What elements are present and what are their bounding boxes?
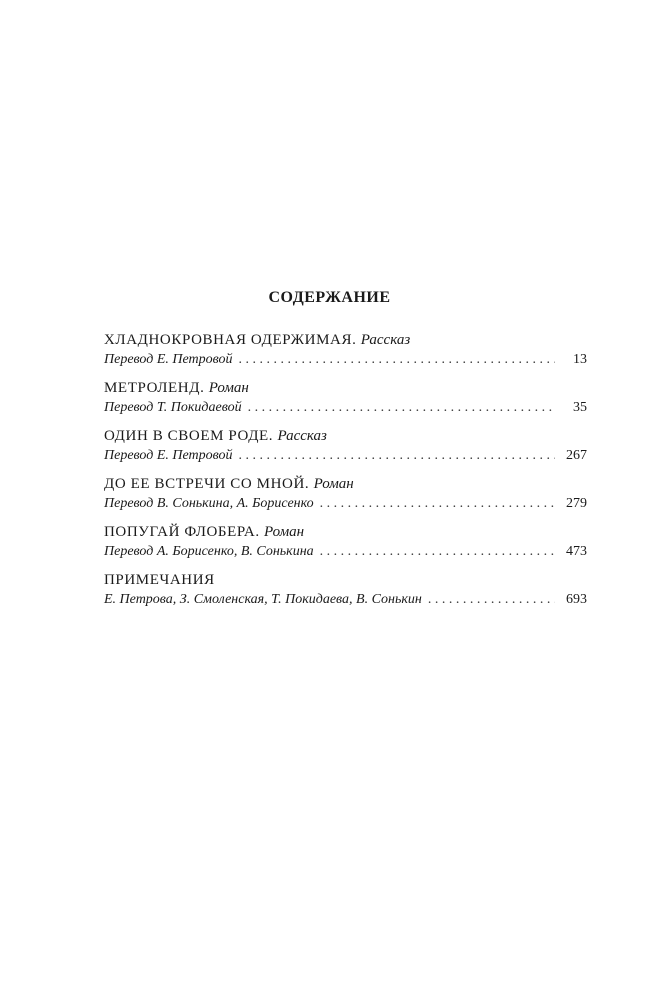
entry-credit-line xyxy=(104,398,587,418)
entry-credit: Перевод Е. Петровой xyxy=(104,352,233,367)
entry-page-number: 13 xyxy=(573,352,587,367)
entry-genre: Роман xyxy=(313,476,354,492)
dot-leader xyxy=(248,398,555,418)
entry-heading xyxy=(104,330,587,350)
toc-title: СОДЕРЖАНИЕ xyxy=(268,289,391,306)
entry-page-number: 693 xyxy=(566,592,587,607)
entry-credit: Перевод В. Сонькина, А. Борисенко xyxy=(104,496,314,511)
entry-title: ПОПУГАЙ ФЛОБЕРА. xyxy=(104,524,260,540)
entry-heading xyxy=(104,474,587,494)
entry-title: МЕТРОЛЕНД. xyxy=(104,380,205,396)
entry-genre: Рассказ xyxy=(360,332,411,348)
dot-leader xyxy=(320,542,555,562)
entry-genre: Роман xyxy=(264,524,305,540)
entry-credit-line xyxy=(104,494,587,514)
dot-leader xyxy=(239,446,555,466)
toc-entry xyxy=(104,378,587,426)
entry-credit-line xyxy=(104,350,587,370)
toc-entry xyxy=(104,570,587,618)
entry-credit-line xyxy=(104,542,587,562)
dot-leader xyxy=(428,590,555,610)
entry-title: ПРИМЕЧАНИЯ xyxy=(104,572,215,588)
entry-credit: Перевод Т. Покидаевой xyxy=(104,400,242,415)
toc-entry xyxy=(104,522,587,570)
entry-page-number: 473 xyxy=(566,544,587,559)
toc-list xyxy=(104,330,587,618)
entry-page-number: 267 xyxy=(566,448,587,463)
dot-leader xyxy=(320,494,555,514)
entry-title: ОДИН В СВОЕМ РОДЕ. xyxy=(104,428,274,444)
toc-entry xyxy=(104,474,587,522)
entry-credit-line xyxy=(104,446,587,466)
entry-credit: Перевод Е. Петровой xyxy=(104,448,233,463)
toc-entry xyxy=(104,426,587,474)
entry-heading xyxy=(104,378,587,398)
entry-heading xyxy=(104,522,587,542)
entry-credit: Перевод А. Борисенко, В. Сонькина xyxy=(104,544,314,559)
entry-page-number: 35 xyxy=(573,400,587,415)
entry-title: ДО ЕЕ ВСТРЕЧИ СО МНОЙ. xyxy=(104,476,310,492)
entry-heading xyxy=(104,426,587,446)
entry-genre: Роман xyxy=(208,380,249,396)
entry-title: ХЛАДНОКРОВНАЯ ОДЕРЖИМАЯ. xyxy=(104,332,357,348)
entry-page-number: 279 xyxy=(566,496,587,511)
entry-genre: Рассказ xyxy=(277,428,327,444)
entry-credit-line xyxy=(104,590,587,610)
toc-entry xyxy=(104,330,587,378)
entry-credit: Е. Петрова, З. Смоленская, Т. Покидаева, В. Сонькин xyxy=(104,592,422,607)
dot-leader xyxy=(239,350,555,370)
entry-heading xyxy=(104,570,587,590)
